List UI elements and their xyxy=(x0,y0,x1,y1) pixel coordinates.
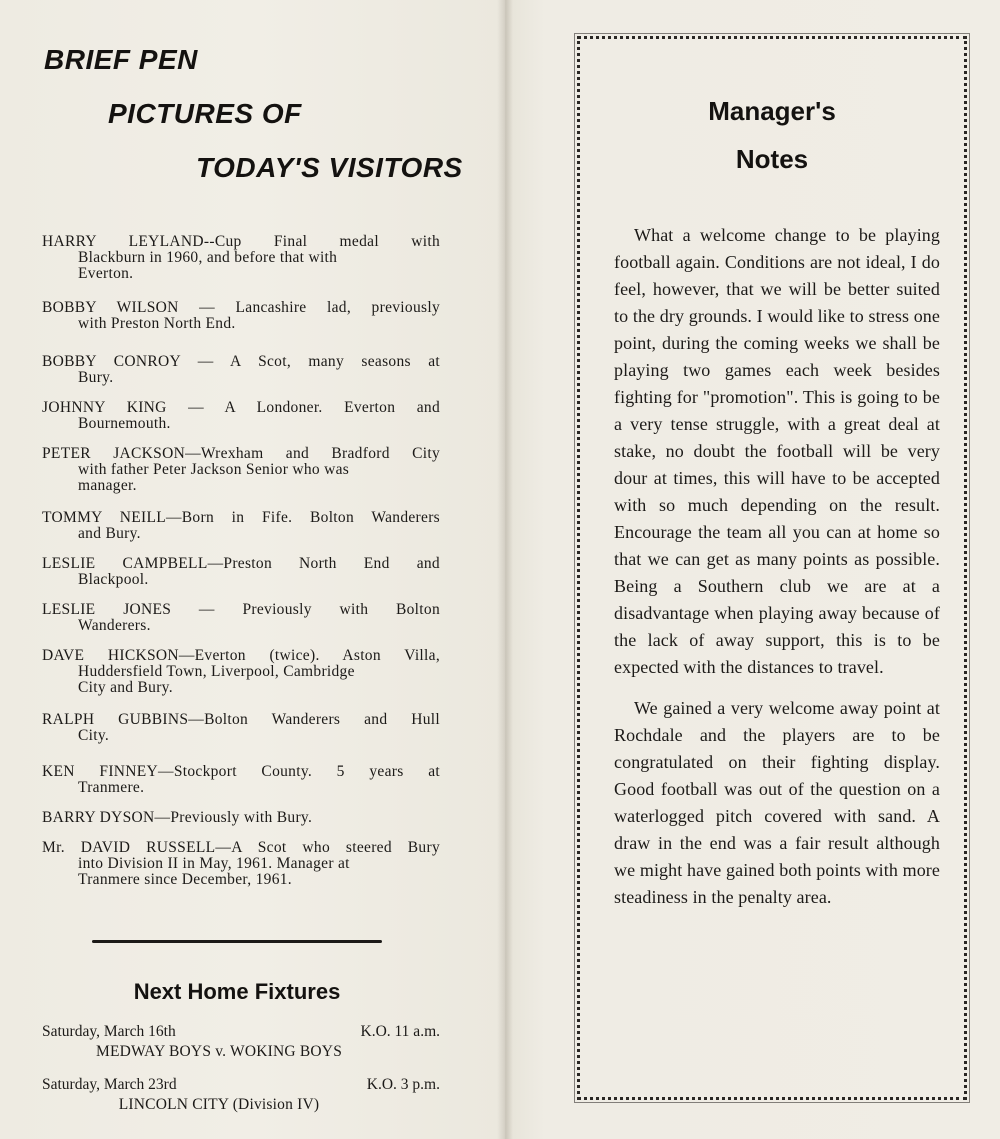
player-entry-line: JOHNNY KING — A Londoner. Everton and xyxy=(42,399,440,416)
player-entry xyxy=(42,234,440,282)
player-entry xyxy=(42,764,440,796)
fixtures-title: Next Home Fixtures xyxy=(133,979,341,1004)
player-entry-line: BARRY DYSON—Previously with Bury. xyxy=(42,809,313,826)
notes-paragraph: We gained a very welcome away point at Rochdale and the players are to be congratulated on their fighting display. Good football was out of the question on a waterlogged pitch covered with sand. A draw in the end was a fair result although we might have gained both points with more steadiness in the penalty area. xyxy=(614,698,940,907)
player-entry xyxy=(42,446,440,494)
player-entry-line: Huddersfield Town, Liverpool, Cambridge xyxy=(78,663,355,680)
booklet-spine xyxy=(497,0,513,1139)
player-entry-line: KEN FINNEY—Stockport County. 5 years at xyxy=(42,763,440,780)
player-entry-line: RALPH GUBBINS—Bolton Wanderers and Hull xyxy=(42,711,440,728)
player-entry xyxy=(42,810,440,826)
player-entry-line: BOBBY WILSON — Lancashire lad, previously xyxy=(42,299,440,316)
player-entry xyxy=(42,840,440,888)
player-entry xyxy=(42,300,440,332)
player-entry-line: Bournemouth. xyxy=(78,415,171,432)
heading-line-3: TODAY'S VISITORS xyxy=(196,152,463,183)
fixture-match: MEDWAY BOYS v. WOKING BOYS xyxy=(95,1043,343,1060)
notes-paragraph: What a welcome change to be playing football again. Conditions are not ideal, I do feel, however, that we will be better suited to the dry grounds. I would like to stress one point, during the coming weeks we shall be playing two games each week besides fighting for "promotion". This is going to be a very tense struggle, with a great deal at stake, no doubt the football will be very dour at times, this will have to be accepted with so much depending on the result. Encourage the team all you can at home so that we can get as many points as possible. Being a Southern club we are at a disadvantage when playing away because of the lack of away support, this is to be expected with the distances to travel. xyxy=(614,225,940,677)
player-entry-line: LESLIE JONES — Previously with Bolton xyxy=(42,601,440,618)
player-entry-line: HARRY LEYLAND--Cup Final medal with xyxy=(42,233,440,250)
player-entry xyxy=(42,648,440,696)
player-entry-line: with Preston North End. xyxy=(78,315,236,332)
player-entry-line: Tranmere. xyxy=(78,779,145,796)
player-entry-line: PETER JACKSON—Wrexham and Bradford City xyxy=(42,445,440,462)
fixture-item xyxy=(42,1075,440,1115)
player-entry xyxy=(42,400,440,432)
fixture-match: LINCOLN CITY (Division IV) xyxy=(118,1096,320,1113)
heading-line-1: BRIEF PEN xyxy=(44,44,198,75)
player-entry-line: Blackburn in 1960, and before that with xyxy=(78,249,338,266)
fixture-item xyxy=(42,1022,440,1062)
fixture-kickoff: K.O. 11 a.m. xyxy=(360,1023,440,1040)
player-entry-line: LESLIE CAMPBELL—Preston North End and xyxy=(42,555,440,572)
player-entry-line: Tranmere since December, 1961. xyxy=(78,871,292,888)
player-entry-line: with father Peter Jackson Senior who was xyxy=(78,461,350,478)
player-entry-line: manager. xyxy=(78,477,137,494)
player-entry-line: City. xyxy=(78,727,110,744)
player-entry xyxy=(42,354,440,386)
notes-title-line-1: Manager's xyxy=(708,96,836,126)
notes-body xyxy=(614,222,940,925)
heading-line-2: PICTURES OF xyxy=(108,98,302,129)
player-entry xyxy=(42,556,440,588)
player-entry-line: and Bury. xyxy=(78,525,141,542)
fixture-kickoff: K.O. 3 p.m. xyxy=(366,1076,440,1093)
player-entry-line: DAVE HICKSON—Everton (twice). Aston Villa, xyxy=(42,647,440,664)
player-entry-line: City and Bury. xyxy=(78,679,173,696)
player-entry xyxy=(42,602,440,634)
player-entry-line: Mr. DAVID RUSSELL—A Scot who steered Bury xyxy=(42,839,440,856)
divider-rule xyxy=(92,940,382,943)
player-entry-line: Wanderers. xyxy=(78,617,151,634)
player-entry-line: Blackpool. xyxy=(78,571,149,588)
player-entry-line: Bury. xyxy=(78,369,114,386)
player-entry-line: TOMMY NEILL—Born in Fife. Bolton Wanderers xyxy=(42,509,440,526)
fixture-date: Saturday, March 16th xyxy=(42,1023,176,1040)
fixture-date: Saturday, March 23rd xyxy=(42,1076,177,1093)
player-entry xyxy=(42,712,440,744)
player-entry-line: Everton. xyxy=(78,265,134,282)
player-entry-line: BOBBY CONROY — A Scot, many seasons at xyxy=(42,353,440,370)
notes-title-line-2: Notes xyxy=(735,144,809,174)
player-entry xyxy=(42,510,440,542)
player-entry-line: into Division II in May, 1961. Manager at xyxy=(78,855,350,872)
